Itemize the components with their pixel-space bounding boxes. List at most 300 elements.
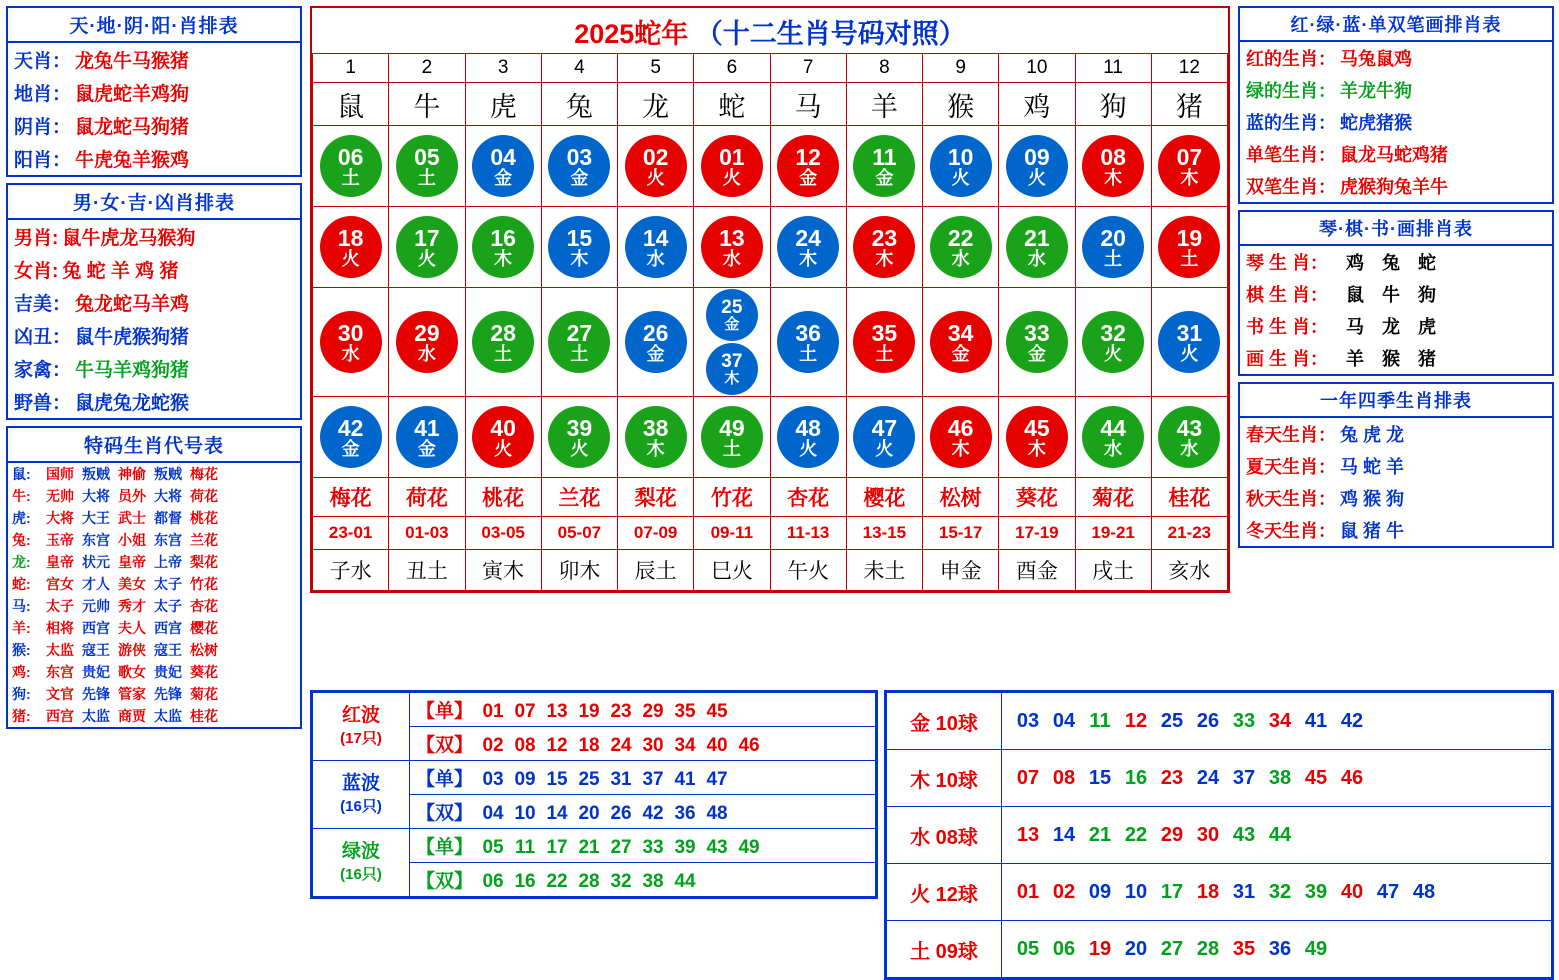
column-number: 9 xyxy=(923,54,999,83)
code-cell: 夫人 xyxy=(118,620,146,636)
code-cell: 元帅 xyxy=(82,598,110,614)
code-cell: 西宫 xyxy=(154,620,182,636)
info-row xyxy=(8,109,300,142)
ball-number: 46 xyxy=(947,414,974,441)
element-number: 11 xyxy=(1089,709,1111,732)
info-row xyxy=(8,220,300,253)
branch-element: 寅木 xyxy=(465,550,541,591)
zodiac-name: 猪 xyxy=(1151,83,1227,126)
ball-element: 金 xyxy=(494,167,513,188)
element-number: 13 xyxy=(1016,823,1040,846)
info-row xyxy=(1240,138,1552,170)
info-row-label: 吉美： xyxy=(14,294,72,315)
ball-cell xyxy=(313,397,389,478)
branch-element: 申金 xyxy=(923,550,999,591)
code-cell: 寇王 xyxy=(154,642,182,658)
info-row-label: 秋天生肖： xyxy=(1246,489,1336,509)
number-ball xyxy=(853,216,915,278)
wave-number: 20 xyxy=(578,803,600,824)
ball-number: 01 xyxy=(719,143,745,170)
branch-element: 辰土 xyxy=(618,550,694,591)
ball-number: 16 xyxy=(490,224,516,251)
code-cell: 桃花 xyxy=(190,510,218,526)
grid-row xyxy=(313,83,1228,126)
code-row xyxy=(8,705,300,727)
number-ball xyxy=(320,311,382,373)
element-number: 28 xyxy=(1196,937,1220,960)
code-cell: 樱花 xyxy=(190,620,218,636)
ball-element: 火 xyxy=(951,167,970,188)
wave-number: 05 xyxy=(482,837,504,858)
ball-element: 金 xyxy=(951,343,970,364)
wave-number: 12 xyxy=(546,735,568,756)
info-row-value: 马兔鼠鸡 xyxy=(1340,49,1412,69)
zodiac-grid xyxy=(312,53,1228,591)
code-cell: 秀才 xyxy=(118,598,146,614)
number-ball xyxy=(548,406,610,468)
info-row-value xyxy=(1346,313,1454,339)
element-number: 22 xyxy=(1124,823,1148,846)
zodiac-name: 鼠 xyxy=(313,83,389,126)
wave-number: 21 xyxy=(578,837,600,858)
grid-row xyxy=(313,517,1228,550)
element-number: 08 xyxy=(1052,766,1076,789)
ball-number: 44 xyxy=(1100,414,1126,441)
ball-cell xyxy=(313,207,389,288)
element-number: 27 xyxy=(1160,937,1184,960)
number-ball xyxy=(472,406,534,468)
code-row xyxy=(8,485,300,507)
code-row-cells xyxy=(46,508,218,528)
ball-cell xyxy=(618,207,694,288)
ball-number: 14 xyxy=(642,224,669,251)
ball-cell xyxy=(541,126,617,207)
code-cell: 杏花 xyxy=(190,598,218,614)
code-row-animal: 虎: xyxy=(12,510,31,526)
element-number: 23 xyxy=(1160,766,1184,789)
ball-number: 32 xyxy=(1100,319,1126,346)
info-row-label: 冬天生肖： xyxy=(1246,521,1336,541)
ball-number: 03 xyxy=(566,143,593,170)
element-numbers xyxy=(1002,693,1552,750)
info-row xyxy=(8,253,300,286)
element-number: 30 xyxy=(1196,823,1220,846)
ball-number: 12 xyxy=(795,143,821,170)
wave-number: 35 xyxy=(674,701,696,722)
panel-qin-qi-shu-hua xyxy=(1238,210,1554,376)
info-row-label: 野兽： xyxy=(14,393,72,414)
wave-numbers xyxy=(410,693,876,727)
panel-title: 一年四季生肖排表 xyxy=(1240,384,1552,418)
element-numbers xyxy=(1002,864,1552,921)
code-cell: 上帝 xyxy=(154,554,182,570)
panel-title: 红·绿·蓝·单双笔画排肖表 xyxy=(1240,8,1552,42)
number-ball xyxy=(853,135,915,197)
ball-element: 木 xyxy=(494,248,513,269)
branch-element: 亥水 xyxy=(1151,550,1227,591)
wave-number: 19 xyxy=(578,701,600,722)
ball-number: 37 xyxy=(721,351,743,372)
info-row-label: 双笔生肖： xyxy=(1246,177,1336,197)
info-row-label: 夏天生肖： xyxy=(1246,457,1336,477)
wave-number: 45 xyxy=(706,701,728,722)
value-item: 狗 xyxy=(1418,285,1437,305)
code-cell: 桂花 xyxy=(190,708,218,724)
ball-element: 木 xyxy=(799,248,818,269)
flower-name: 竹花 xyxy=(694,478,770,517)
wave-number: 48 xyxy=(706,803,728,824)
info-row-label: 男肖: xyxy=(14,228,59,249)
grid-row xyxy=(313,478,1228,517)
info-row-label: 凶丑： xyxy=(14,327,72,348)
wave-parity-tag: 【双】 xyxy=(416,871,474,892)
wave-number: 10 xyxy=(514,803,536,824)
ball-cell xyxy=(465,207,541,288)
number-ball xyxy=(320,406,382,468)
ball-element: 火 xyxy=(1104,343,1123,364)
ball-element: 土 xyxy=(1104,248,1123,269)
wave-number: 30 xyxy=(642,735,664,756)
element-number: 07 xyxy=(1016,766,1040,789)
ball-cell xyxy=(618,397,694,478)
zodiac-name: 羊 xyxy=(846,83,922,126)
element-numbers xyxy=(1002,807,1552,864)
ball-number: 07 xyxy=(1176,143,1203,170)
number-ball xyxy=(396,406,458,468)
zodiac-name: 龙 xyxy=(618,83,694,126)
grid-row xyxy=(313,54,1228,83)
wave-name xyxy=(313,761,410,829)
wave-table xyxy=(310,690,878,899)
info-row-value: 鼠牛虎猴狗猪 xyxy=(75,327,190,348)
ball-element: 火 xyxy=(1180,343,1199,364)
info-row-value: 兔 蛇 羊 鸡 猪 xyxy=(62,261,179,282)
ball-cell xyxy=(313,288,389,397)
element-number: 44 xyxy=(1268,823,1292,846)
wave-parity-tag: 【双】 xyxy=(416,803,474,824)
ball-number: 41 xyxy=(414,414,440,441)
ball-element: 木 xyxy=(646,438,665,459)
ball-cell xyxy=(465,126,541,207)
element-number: 48 xyxy=(1412,880,1436,903)
ball-element: 水 xyxy=(1104,438,1123,459)
code-cell: 东宫 xyxy=(82,532,110,548)
number-ball xyxy=(1082,216,1144,278)
number-ball xyxy=(396,135,458,197)
element-number: 25 xyxy=(1160,709,1184,732)
wave-number: 29 xyxy=(642,701,664,722)
zodiac-name: 牛 xyxy=(389,83,465,126)
ball-element: 水 xyxy=(951,248,970,269)
element-row xyxy=(887,807,1552,864)
info-row-label: 绿的生肖： xyxy=(1246,81,1336,101)
wave-number: 16 xyxy=(514,871,536,892)
element-number: 34 xyxy=(1268,709,1292,732)
info-row-label: 阳肖： xyxy=(14,150,72,171)
code-cell: 西宫 xyxy=(82,620,110,636)
element-number: 31 xyxy=(1232,880,1256,903)
value-item: 牛 xyxy=(1382,285,1401,305)
number-ball xyxy=(777,406,839,468)
ball-cell-snake-stack xyxy=(694,288,770,397)
ball-number: 47 xyxy=(871,414,898,441)
grid-row xyxy=(313,288,1228,397)
element-number: 37 xyxy=(1232,766,1256,789)
code-cell: 叛贼 xyxy=(154,466,182,482)
ball-cell xyxy=(999,207,1075,288)
ball-element: 金 xyxy=(341,438,360,459)
zodiac-name: 鸡 xyxy=(999,83,1075,126)
code-row-animal: 鼠: xyxy=(12,466,31,482)
code-cell: 皇帝 xyxy=(46,554,74,570)
ball-cell xyxy=(541,288,617,397)
wave-number: 39 xyxy=(674,837,696,858)
code-cell: 商贾 xyxy=(118,708,146,724)
five-elements-table xyxy=(884,690,1554,980)
ball-element: 火 xyxy=(494,438,513,459)
value-item: 虎 xyxy=(1418,317,1437,337)
element-row xyxy=(887,864,1552,921)
wave-number: 27 xyxy=(610,837,632,858)
ball-cell xyxy=(999,397,1075,478)
info-row xyxy=(1240,246,1552,278)
grid-row xyxy=(313,126,1228,207)
wave-count: (16只) xyxy=(340,866,382,884)
number-ball xyxy=(548,135,610,197)
ball-number: 23 xyxy=(871,224,898,251)
time-range: 13-15 xyxy=(846,517,922,550)
element-number: 38 xyxy=(1268,766,1292,789)
code-row-cells xyxy=(46,662,218,682)
wave-number: 23 xyxy=(610,701,632,722)
info-row xyxy=(1240,278,1552,310)
info-row-label: 红的生肖： xyxy=(1246,49,1336,69)
number-ball xyxy=(853,406,915,468)
ball-element: 木 xyxy=(1180,167,1199,188)
ball-element: 土 xyxy=(875,343,894,364)
info-row-value: 龙兔牛马猴猪 xyxy=(75,51,190,72)
ball-number: 27 xyxy=(566,319,593,346)
wave-number: 01 xyxy=(482,701,504,722)
wave-number: 32 xyxy=(610,871,632,892)
element-number: 19 xyxy=(1088,937,1112,960)
code-cell: 玉帝 xyxy=(46,532,74,548)
flower-name: 兰花 xyxy=(541,478,617,517)
wave-number: 41 xyxy=(674,769,696,790)
number-ball xyxy=(1082,135,1144,197)
flower-name: 樱花 xyxy=(846,478,922,517)
ball-cell xyxy=(694,126,770,207)
number-ball xyxy=(625,216,687,278)
code-row-animal: 猪: xyxy=(12,708,31,724)
ball-cell-snake xyxy=(694,207,770,288)
code-cell: 文官 xyxy=(46,686,74,702)
code-row-cells xyxy=(46,464,218,484)
ball-cell xyxy=(923,126,999,207)
wave-row xyxy=(313,761,876,795)
number-ball xyxy=(777,216,839,278)
element-number: 04 xyxy=(1052,709,1076,732)
right-column xyxy=(1238,6,1554,554)
ball-element: 土 xyxy=(799,343,818,364)
branch-element: 午火 xyxy=(770,550,846,591)
value-item: 羊 xyxy=(1346,349,1365,369)
info-row-label: 家禽： xyxy=(14,360,72,381)
info-row-value: 兔龙蛇马羊鸡 xyxy=(75,294,190,315)
ball-element: 金 xyxy=(646,343,665,364)
ball-cell xyxy=(618,288,694,397)
wave-number: 43 xyxy=(706,837,728,858)
code-row xyxy=(8,573,300,595)
code-row-animal: 狗: xyxy=(12,686,31,702)
wave-number-list xyxy=(477,837,765,858)
code-cell: 皇帝 xyxy=(118,554,146,570)
ball-number: 05 xyxy=(414,143,440,170)
code-cell: 荷花 xyxy=(190,488,218,504)
element-number: 33 xyxy=(1232,709,1256,732)
ball-element: 金 xyxy=(570,167,589,188)
ball-element: 火 xyxy=(646,167,665,188)
code-cell: 小姐 xyxy=(118,532,146,548)
code-row-animal: 猴: xyxy=(12,642,31,658)
ball-cell xyxy=(1151,288,1227,397)
ball-cell xyxy=(1075,207,1151,288)
number-ball xyxy=(1006,135,1068,197)
flower-name: 桃花 xyxy=(465,478,541,517)
ball-element: 火 xyxy=(417,248,436,269)
ball-number: 40 xyxy=(490,414,516,441)
number-ball xyxy=(1082,311,1144,373)
ball-element: 火 xyxy=(722,167,741,188)
time-range: 07-09 xyxy=(618,517,694,550)
ball-element: 木 xyxy=(1104,167,1123,188)
ball-cell xyxy=(1151,207,1227,288)
code-cell: 梨花 xyxy=(190,554,218,570)
code-row-cells xyxy=(46,574,218,594)
grid-row xyxy=(313,397,1228,478)
info-row-value xyxy=(1346,249,1454,275)
panel-nan-nv-ji-xiong xyxy=(6,183,302,420)
zodiac-name: 猴 xyxy=(923,83,999,126)
info-row xyxy=(1240,418,1552,450)
ball-number: 19 xyxy=(1176,224,1203,251)
code-cell: 太子 xyxy=(154,598,182,614)
ball-element: 火 xyxy=(341,248,360,269)
ball-cell xyxy=(389,207,465,288)
code-row-animal: 牛: xyxy=(12,488,31,504)
code-cell: 宫女 xyxy=(46,576,74,592)
wave-number: 09 xyxy=(514,769,536,790)
code-cell: 贵妃 xyxy=(154,664,182,680)
number-ball xyxy=(706,343,758,395)
ball-number: 42 xyxy=(337,414,364,441)
code-row-animal: 龙: xyxy=(12,554,31,570)
time-range: 11-13 xyxy=(770,517,846,550)
info-row xyxy=(1240,514,1552,546)
value-item: 蛇 xyxy=(1418,253,1437,273)
code-cell: 国师 xyxy=(46,466,74,482)
number-ball xyxy=(706,289,758,341)
code-cell: 东宫 xyxy=(154,532,182,548)
panel-color-stroke xyxy=(1238,6,1554,204)
column-number: 6 xyxy=(694,54,770,83)
wave-row xyxy=(313,829,876,863)
ball-element: 火 xyxy=(875,438,894,459)
time-range: 03-05 xyxy=(465,517,541,550)
wave-number: 49 xyxy=(738,837,760,858)
wave-label: 红波 xyxy=(341,705,380,727)
ball-cell xyxy=(923,207,999,288)
info-row-label: 阴肖： xyxy=(14,117,72,138)
code-cell: 寇王 xyxy=(82,642,110,658)
info-row-label: 书 生 肖： xyxy=(1246,317,1329,337)
ball-element: 水 xyxy=(722,248,741,269)
time-range: 21-23 xyxy=(1151,517,1227,550)
grid-row xyxy=(313,550,1228,591)
flower-name: 葵花 xyxy=(999,478,1075,517)
ball-element: 金 xyxy=(875,167,894,188)
info-row-label: 棋 生 肖： xyxy=(1246,285,1329,305)
flower-name: 梅花 xyxy=(313,478,389,517)
ball-cell xyxy=(999,126,1075,207)
zodiac-name: 狗 xyxy=(1075,83,1151,126)
ball-cell xyxy=(770,126,846,207)
code-cell: 先锋 xyxy=(82,686,110,702)
wave-number: 17 xyxy=(546,837,568,858)
zodiac-name: 蛇 xyxy=(694,83,770,126)
value-item: 鼠 xyxy=(1346,285,1365,305)
code-row-animal: 羊: xyxy=(12,620,31,636)
element-number: 43 xyxy=(1232,823,1256,846)
branch-element: 戌土 xyxy=(1075,550,1151,591)
code-cell: 大王 xyxy=(82,510,110,526)
code-row-cells xyxy=(46,486,218,506)
code-row xyxy=(8,661,300,683)
code-cell: 太监 xyxy=(82,708,110,724)
element-number: 45 xyxy=(1304,766,1328,789)
wave-number: 11 xyxy=(514,837,536,858)
number-ball xyxy=(1158,216,1220,278)
element-name: 金 10球 xyxy=(887,693,1002,750)
flower-name: 梨花 xyxy=(618,478,694,517)
code-cell: 先锋 xyxy=(154,686,182,702)
panel-title: 琴·棋·书·画排肖表 xyxy=(1240,212,1552,246)
element-row xyxy=(887,921,1552,978)
number-ball xyxy=(853,311,915,373)
wave-number: 26 xyxy=(610,803,632,824)
code-cell: 太监 xyxy=(46,642,74,658)
left-column xyxy=(6,6,302,735)
ball-cell xyxy=(389,397,465,478)
element-number: 26 xyxy=(1196,709,1220,732)
wave-number: 28 xyxy=(578,871,600,892)
zodiac-name: 马 xyxy=(770,83,846,126)
wave-number: 13 xyxy=(546,701,568,722)
code-row-animal: 鸡: xyxy=(12,664,31,680)
number-ball xyxy=(472,311,534,373)
wave-numbers xyxy=(410,727,876,761)
info-row xyxy=(8,385,300,418)
element-row xyxy=(887,693,1552,750)
element-number: 46 xyxy=(1340,766,1364,789)
ball-element: 火 xyxy=(570,438,589,459)
column-number: 12 xyxy=(1151,54,1227,83)
code-row-cells xyxy=(46,640,218,660)
number-ball xyxy=(1158,406,1220,468)
ball-number: 20 xyxy=(1100,224,1126,251)
code-cell: 叛贼 xyxy=(82,466,110,482)
zodiac-name: 虎 xyxy=(465,83,541,126)
